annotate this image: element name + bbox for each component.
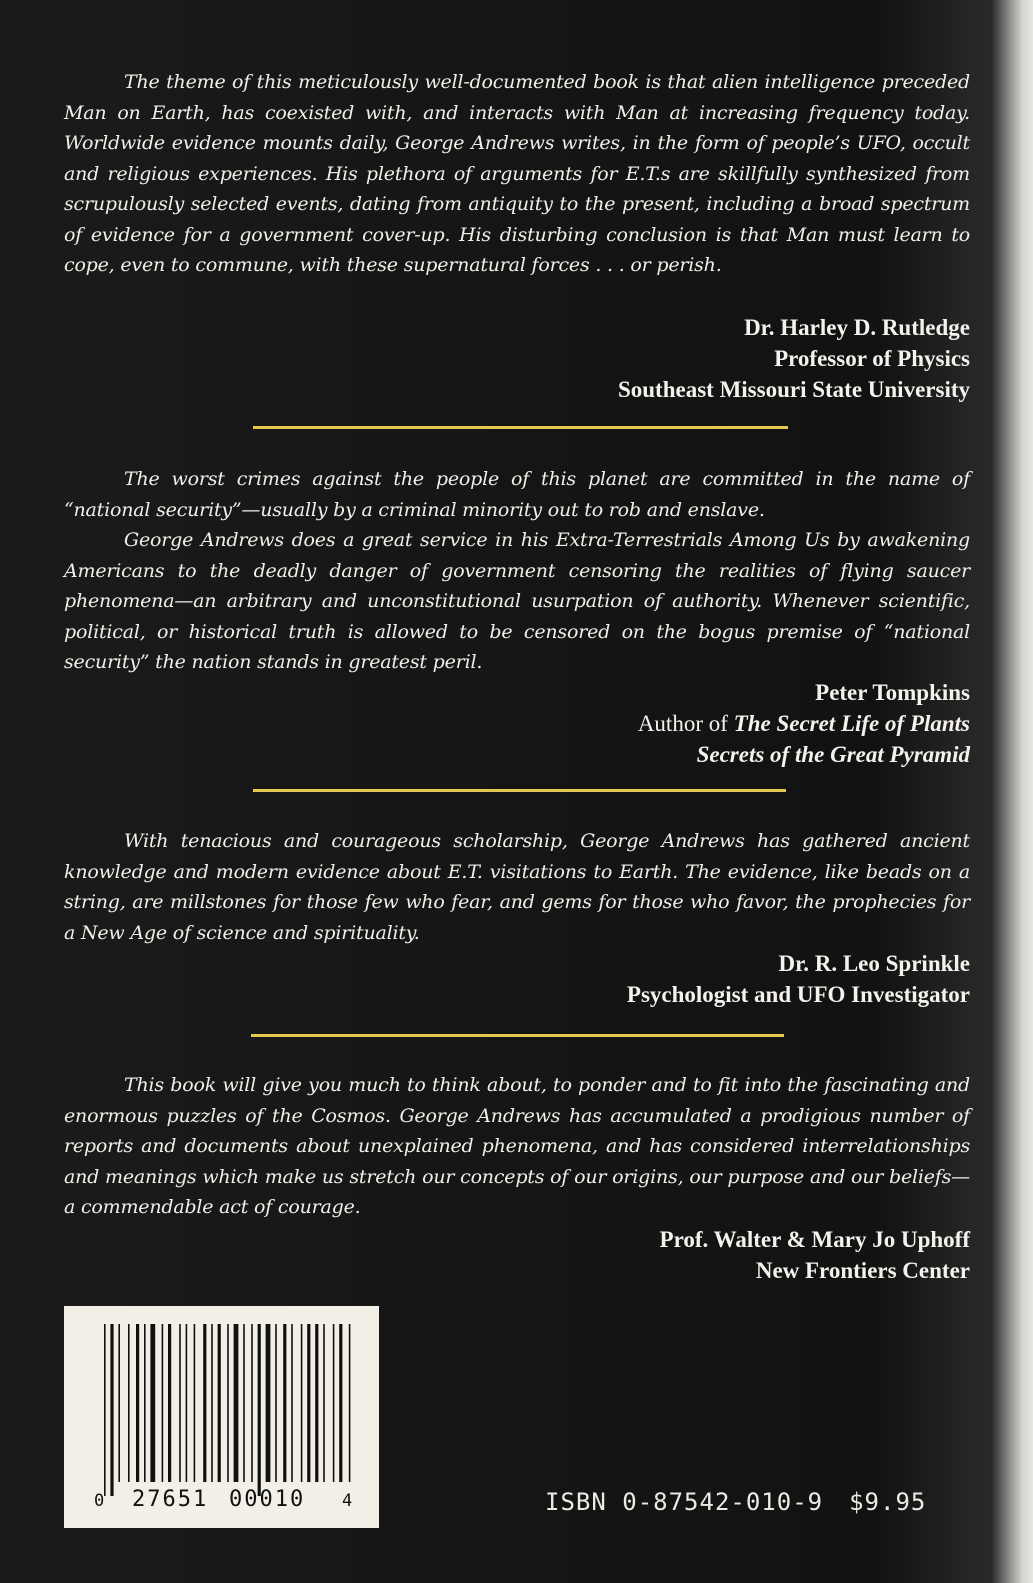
barcode-bar — [186, 1324, 188, 1482]
barcode-bar — [203, 1324, 206, 1482]
book-title-1: The Secret Life of Plants — [733, 711, 970, 736]
barcode-bar — [162, 1324, 164, 1482]
price: $9.95 — [849, 1488, 927, 1516]
attribution-tompkins — [270, 677, 970, 770]
barcode-bars — [64, 1306, 379, 1528]
barcode-bar — [194, 1324, 196, 1482]
barcode-bar — [266, 1324, 271, 1482]
barcode-bar — [243, 1324, 245, 1482]
barcode-bar — [144, 1324, 146, 1482]
barcode-bar — [234, 1324, 239, 1482]
barcode-bar — [168, 1324, 171, 1482]
barcode-bar — [301, 1324, 303, 1482]
quote-uphoff-text: This book will give you much to think about, to ponder and to fit into the fascinating and enormous puzzles of the Cosmos. George Andrews has accumulated a prodigious number of reports and documents about unexplained phenomena, and has considered interrelationships and meanings which make us stretch our concepts of our origins, our purpose and our beliefs—a commendable act of courage. — [64, 1074, 970, 1218]
quote-rutledge-text: The theme of this meticulously well-documented book is that alien intelligence preceded Man on Earth, has coexisted with, and interacts with Man at increasing frequency today. Worldwide evidence mounts daily, George Andrews writes, in the form of people’s UFO, occult and religious experiences. His plethora of arguments for E.T.s are skillfully synthesized from scrupulously selected events, dating from antiquity to the present, including a broad spectrum of evidence for a government cover-up. His disturbing conclusion is that Man must learn to cope, even to commune, with these supernatural forces . . . or perish. — [64, 71, 970, 276]
divider-rule — [251, 1034, 784, 1037]
quote-tompkins — [64, 464, 970, 678]
attribution-rutledge — [270, 312, 970, 405]
attribution-name: Dr. R. Leo Sprinkle — [778, 951, 970, 976]
divider-rule — [253, 789, 786, 792]
barcode-left-digit: 0 — [94, 1491, 105, 1511]
book-title-2: Secrets of the Great Pyramid — [696, 742, 970, 767]
attribution-name: Peter Tompkins — [815, 680, 970, 705]
barcode-bar — [118, 1324, 120, 1482]
barcode-bar — [136, 1324, 139, 1482]
attribution-title: Professor of Physics — [774, 346, 970, 371]
barcode-bar — [251, 1324, 253, 1482]
barcode-bar — [307, 1324, 310, 1482]
attribution-name: Prof. Walter & Mary Jo Uphoff — [659, 1227, 970, 1252]
barcode-bar — [179, 1324, 181, 1482]
quote-sprinkle — [64, 826, 970, 948]
barcode-bar — [211, 1324, 213, 1482]
barcode-bar — [128, 1324, 130, 1482]
attribution-name: Dr. Harley D. Rutledge — [744, 315, 970, 340]
isbn-price-line — [545, 1488, 926, 1516]
attribution-books — [270, 708, 970, 739]
divider-rule — [253, 426, 788, 429]
barcode-bar — [227, 1324, 229, 1482]
attribution-affiliation: Southeast Missouri State University — [617, 377, 970, 402]
barcode-bar — [315, 1324, 318, 1482]
barcode-right-digit: 4 — [342, 1491, 353, 1511]
quote-sprinkle-text: With tenacious and courageous scholarship, George Andrews has gathered ancient knowledge and modern evidence about E.T. visitations to Earth. The evidence, like beads on a string, are millstones for those few who fear, and gems for those who favor, the prophecies for a New Age of science and spirituality. — [64, 830, 970, 944]
barcode-bar — [275, 1324, 277, 1482]
quote-tompkins-text-2: George Andrews does a great service in his Extra-Terrestrials Among Us by awakening Americans to the deadly danger of government censoring the realities of flying saucer phenomena—an arbitrary and unconstitutional usurpation of authority. Whenever scientific, political, or historical truth is allowed to be censored on the bogus premise of “national security” the nation stands in greatest peril. — [64, 529, 970, 673]
attribution-uphoff — [270, 1224, 970, 1286]
barcode-bar — [150, 1324, 155, 1482]
barcode-group-1: 27651 — [132, 1487, 209, 1512]
quote-tompkins-text-1: The worst crimes against the people of this planet are committed in the name of “national security”—usually by a criminal minority out to rob and enslave. — [64, 468, 970, 521]
barcode-bar — [333, 1324, 335, 1482]
author-of-label: Author of — [637, 711, 734, 736]
barcode-bar — [323, 1324, 325, 1482]
barcode-bar — [110, 1324, 113, 1496]
barcode-bar — [339, 1324, 342, 1482]
attribution-affiliation: New Frontiers Center — [755, 1258, 970, 1283]
barcode-group-2: 00010 — [229, 1487, 306, 1512]
quote-rutledge — [64, 67, 970, 281]
barcode-bar — [258, 1324, 261, 1496]
barcode-bar — [218, 1324, 221, 1482]
barcode-bar — [349, 1324, 351, 1482]
isbn-number: ISBN 0-87542-010-9 — [545, 1488, 824, 1516]
barcode-bar — [291, 1324, 293, 1482]
barcode-bar — [283, 1324, 286, 1482]
attribution-sprinkle — [270, 948, 970, 1010]
attribution-title: Psychologist and UFO Investigator — [626, 982, 970, 1007]
quote-uphoff — [64, 1070, 970, 1223]
barcode — [64, 1306, 379, 1528]
barcode-bar — [104, 1324, 106, 1496]
